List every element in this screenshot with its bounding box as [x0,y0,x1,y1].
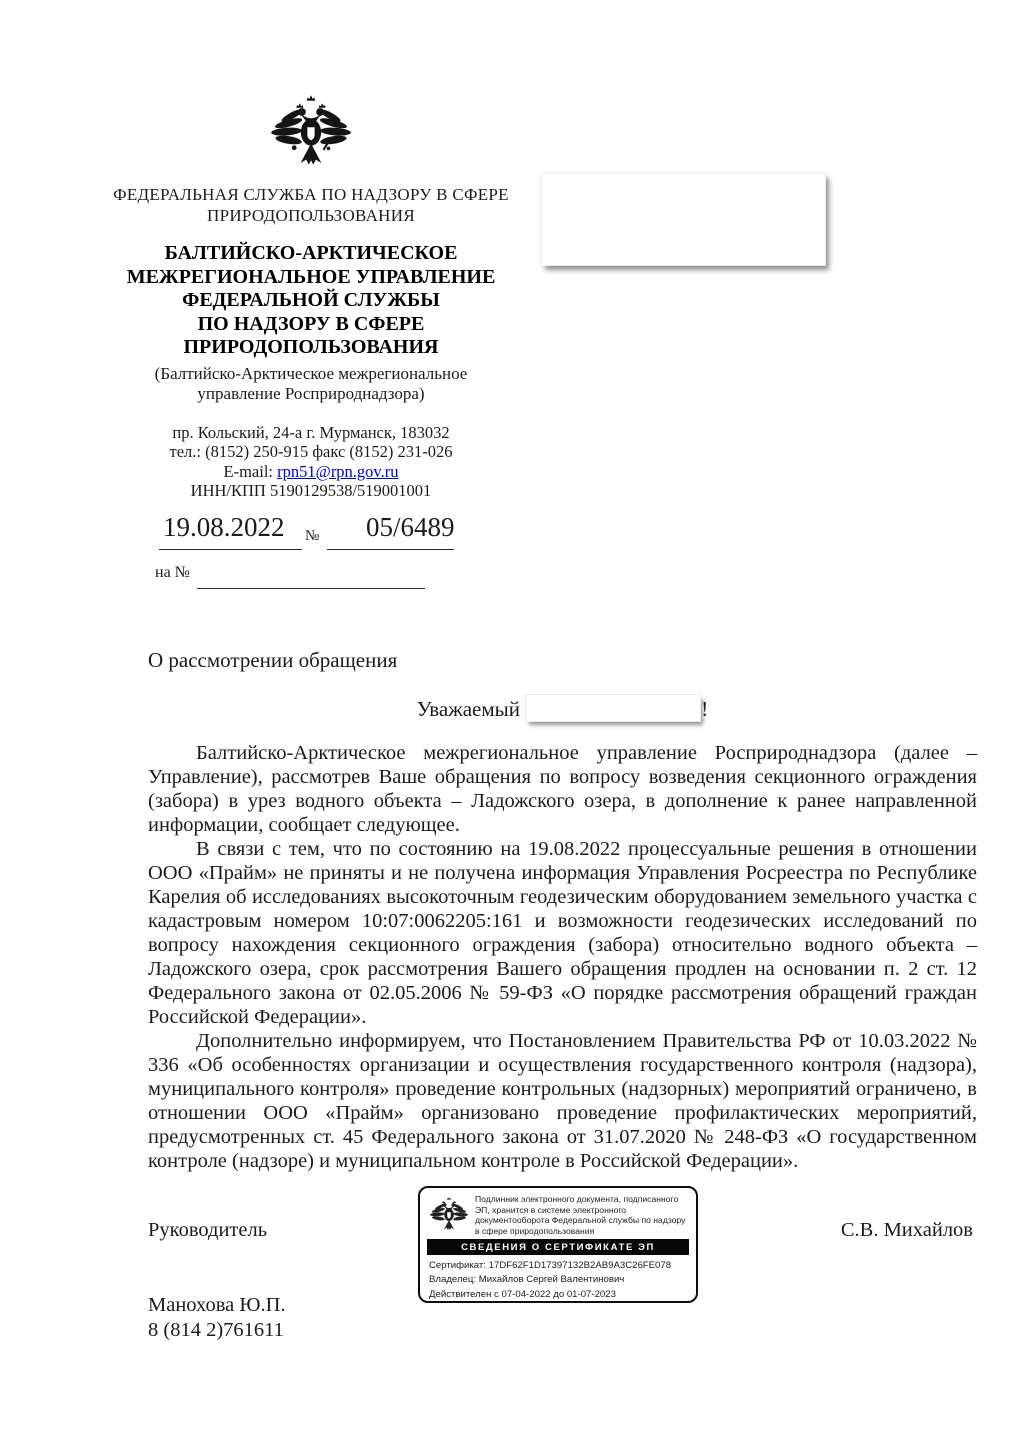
paragraph-1: Балтийско-Арктическое межрегиональное управление Росприроднадзора (далее – Управление), рассмотрев Ваше обращения по вопросу возведения секционного ограждения (забора) в урез водного объекта – Ладожского озера, в дополнение к ранее направленной информации, сообщает следующее. [148,742,977,836]
salutation-suffix: ! [701,697,709,721]
number-sign: № [305,528,320,544]
contact-block [110,423,512,501]
paragraph-2: В связи с тем, что по состоянию на 19.08.2022 процессуальные решения в отношении ООО «Прайм» не приняты и не получена информация Управления Росреестра по Республике Карелия об исследованиях высокоточным геодезическим оборудованием земельного участка с кадастровым номером 10:07:0062205:161 и возможности геодезических исследований по вопросу нахождения секционного ограждения (забора) относительно водного объекта – Ладожского озера, срок рассмотрения Вашего обращения продлен на основании п. 2 ст. 12 Федерального закона от 02.05.2006 № 59-ФЗ «О порядке рассмотрения обращений граждан Российской Федерации». [148,838,977,1028]
stamp-header-text: Подлинник электронного документа, подписанного ЭП, хранится в системе электронного документооборота Федеральной службы по надзору в сфере природопользования [475,1194,686,1236]
executor-phone: 8 (814 2)761611 [148,1319,284,1341]
phone-fax: тел.: (8152) 250-915 факс (8152) 231-026 [169,442,453,461]
stamp-certificate-bar: СВЕДЕНИЯ О СЕРТИФИКАТЕ ЭП [427,1239,689,1255]
stamp-owner: Владелец: Михайлов Сергей Валентинович [429,1274,625,1286]
stamp-header-row [427,1193,689,1236]
stamp-coat-of-arms-icon [429,1194,469,1236]
executor-name: Манохова Ю.П. [148,1294,286,1316]
email-link[interactable]: rpn51@rpn.gov.ru [277,461,399,481]
department-line: БАЛТИЙСКО-АРКТИЧЕСКОЕ [164,242,458,264]
department-short-name [110,364,512,404]
department-line: МЕЖРЕГИОНАЛЬНОЕ УПРАВЛЕНИЕ [126,265,496,288]
subject-line: О рассмотрении обращения [148,648,398,672]
number-underline [327,549,454,550]
agency-name [110,184,512,226]
department-line: ФЕДЕРАЛЬНОЙ СЛУЖБЫ [182,289,440,311]
agency-name-line2: ПРИРОДОПОЛЬЗОВАНИЯ [207,206,415,225]
postal-address: пр. Кольский, 24-а г. Мурманск, 183032 [172,422,450,442]
signer-name: С.В. Михайлов [840,1219,973,1241]
stamp-certificate-number: Сертификат: 17DF62F1D17397132B2AB9A3C26FE078 [429,1259,672,1271]
email-label: E-mail: [223,461,278,481]
salutation-line [148,694,977,722]
email-line [110,462,512,482]
department-short-name-line2: управление Росприроднадзора) [197,383,425,403]
salutation-prefix: Уважаемый [416,697,526,721]
document-date: 19.08.2022 [163,512,285,542]
stamp-details [427,1259,689,1303]
executor-block [148,1293,286,1343]
department-line: ПО НАДЗОРУ В СФЕРЕ [197,312,425,335]
letter-body [148,741,977,1173]
document-number: 05/6489 [366,512,455,542]
paragraph-3: Дополнительно информируем, что Постановлением Правительства РФ от 10.03.2022 № 336 «Об особенностях организации и осуществления государственного контроля (надзора), муниципального контроля» проведение контрольных (надзорных) мероприятий ограничено, в отношении ООО «Прайм» организовано проведение профилактических мероприятий, предусмотренных ст. 45 Федерального закона от 31.07.2020 № 248-ФЗ «О государственном контроле (надзоре) и муниципальном контроле в Российской Федерации». [148,1030,977,1172]
e-signature-stamp [418,1186,698,1303]
signer-position: Руководитель [148,1219,268,1241]
reply-to-underline [197,588,425,589]
letterhead [110,92,512,501]
date-underline [159,549,302,550]
agency-name-line1: ФЕДЕРАЛЬНАЯ СЛУЖБА ПО НАДЗОРУ В СФЕРЕ [113,185,509,204]
department-short-name-line1: (Балтийско-Арктическое межрегиональное [154,363,468,383]
redaction-box-addressee [540,172,826,266]
department-name [110,242,512,360]
stamp-validity: Действителен с 07-04-2022 до 01-07-2023 [429,1289,616,1301]
redaction-box-name [525,694,701,722]
department-line: ПРИРОДОПОЛЬЗОВАНИЯ [183,336,439,358]
coat-of-arms-icon [269,92,353,174]
inn-kpp: ИНН/КПП 5190129538/519001001 [190,481,432,500]
reply-to-label: на № [155,564,190,581]
